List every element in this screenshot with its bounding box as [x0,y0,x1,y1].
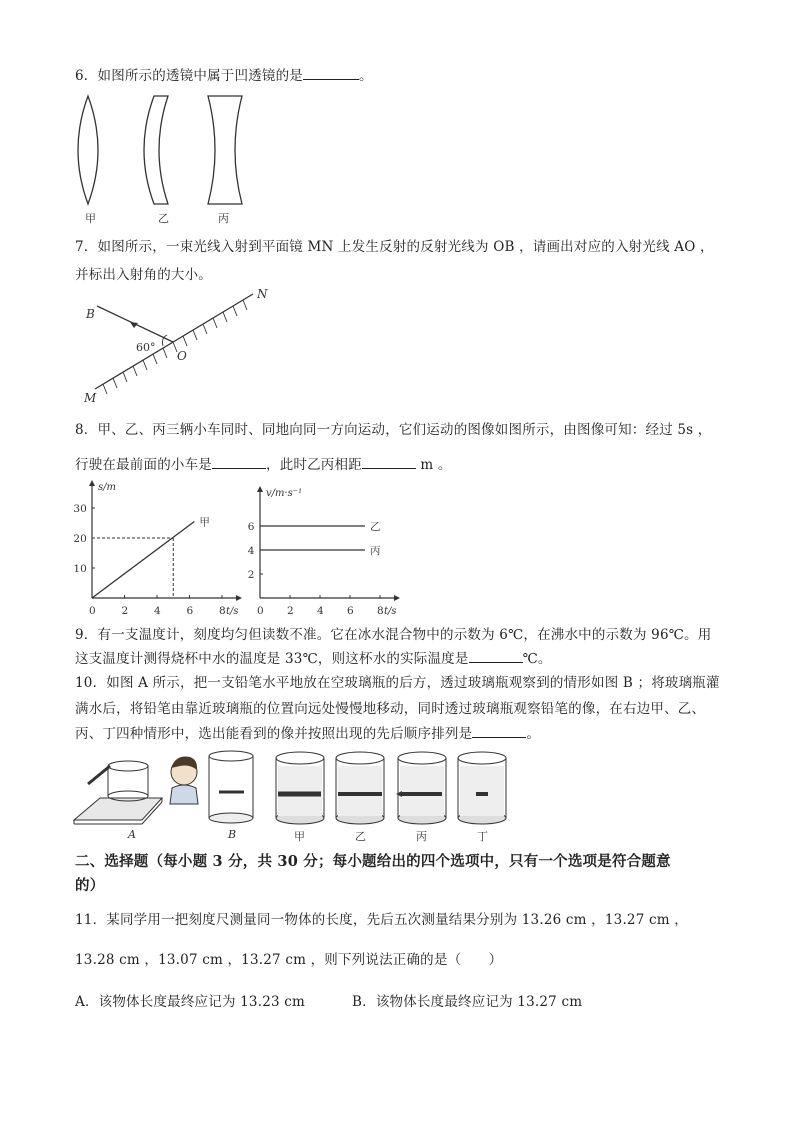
question-11-line1: 11．某同学用一把刻度尺测量同一物体的长度，先后五次测量结果分别为 13.26 cm ，13.27 cm ， [75,912,688,928]
bottle-figure [72,748,512,830]
figure-label-yi: 乙 [355,830,366,843]
y-tick-label: 30 [73,503,87,515]
question-10-line3: 丙、丁四种情形中，选出能看到的像并按照出现的先后顺序排列是 。 [75,722,540,742]
answer-blank[interactable] [472,723,526,738]
y-axis-label: s/m [98,482,116,493]
x-tick-label: 4 [317,605,324,617]
option-b[interactable]: B．该物体长度最终应记为 13.27 cm [352,994,583,1010]
x-tick-label: 6 [186,605,194,617]
question-6-text: 6．如图所示的透镜中属于凹透镜的是 [75,68,303,84]
question-8-line2: 行驶在最前面的小车是 ，此时乙丙相距 m 。 [75,453,452,473]
section-2-heading-cont: 的） [75,877,105,894]
lens-label-yi: 乙 [158,212,169,225]
convex-lens-jia [78,96,98,204]
series-label: 丙 [370,545,381,557]
point-n-label: N [257,287,268,301]
figure-b-bottle [209,751,253,823]
figure-bing-bottle [396,752,446,824]
series-label: 乙 [370,521,381,533]
figure-ding-bottle [458,752,506,824]
y-tick-label: 20 [73,533,87,545]
x-axis-arrow [394,595,400,601]
figure-label-ding: 丁 [477,830,488,843]
x-tick-label: 2 [287,605,294,617]
question-10-line1: 10．如图 A 所示，把一支铅笔水平地放在空玻璃瓶的后方，透过玻璃瓶观察到的情形如图 B ；将玻璃瓶灌 [75,675,720,691]
figure-label-b: B [228,828,237,841]
v-t-chart [238,478,408,618]
x-tick-label: 8 [377,605,384,617]
question-9-line2: 这支温度计测得烧杯中水的温度是 33℃，则这杯水的实际温度是 ℃。 [75,647,552,667]
mirror-mn [95,294,253,389]
answer-blank[interactable] [212,454,266,469]
series-line [92,522,194,599]
s-t-chart [70,478,250,618]
question-11-line2: 13.28 cm ，13.07 cm ，13.27 cm ，则下列说法正确的是（ ） [75,952,503,968]
y-axis-label: v/m·s⁻¹ [266,488,303,499]
lens-label-bing: 丙 [218,212,229,225]
figure-a [74,756,198,824]
point-b-label: B [86,307,95,321]
answer-blank[interactable] [303,65,359,80]
question-7-line2: 并标出入射角的大小。 [75,267,212,283]
angle-label: 60° [136,341,156,354]
x-tick-label: 0 [89,605,96,617]
x-tick-label: 2 [121,605,129,617]
answer-blank[interactable] [362,454,416,469]
series-label: 甲 [199,516,210,529]
lens-label-jia: 甲 [85,212,96,225]
question-8-line1: 8．甲、乙、丙三辆小车同时、同地向同一方向运动，它们运动的图像如图所示，由图像可知：经过 5s ， [75,422,712,438]
meniscus-lens-yi [144,96,168,204]
question-9-line1: 9．有一支温度计，刻度均匀但读数不准。它在冰水混合物中的示数为 6℃，在沸水中的示数为 96℃。用 [75,627,712,643]
y-tick-label: 6 [247,521,255,533]
question-7-line1: 7．如图所示，一束光线入射到平面镜 MN 上发生反射的反射光线为 OB ，请画出对应的入射光线 AO ， [75,239,714,255]
figure-yi-bottle [336,752,384,824]
x-tick-label: 6 [347,605,354,617]
x-tick-label: 4 [154,605,161,617]
mirror-figure [75,284,275,404]
y-tick-label: 2 [247,569,255,581]
figure-label-jia: 甲 [294,830,305,843]
y-axis-arrow [257,486,263,492]
option-a[interactable]: A．该物体长度最终应记为 13.23 cm [75,994,306,1010]
point-o-label: O [177,349,187,363]
x-axis-label: t/s [384,606,397,617]
figure-label-bing: 丙 [416,830,427,843]
x-tick-label: 8 [219,605,226,617]
lens-figure [70,92,270,212]
question-6: 6．如图所示的透镜中属于凹透镜的是 。 [75,64,373,84]
mirror-hatching [103,300,247,394]
figure-jia-bottle [276,752,324,824]
x-axis-label: t/s [226,606,239,617]
x-tick-label: 0 [257,605,264,617]
y-axis-arrow [89,480,95,486]
figure-label-a: A [128,828,136,841]
point-m-label: M [84,391,97,405]
concave-lens-bing [208,96,242,204]
answer-blank[interactable] [469,648,523,663]
section-2-heading: 二、选择题（每小题 3 分，共 30 分；每小题给出的四个选项中，只有一个选项是符合题意 [75,853,671,870]
question-10-line2: 满水后，将铅笔由靠近玻璃瓶的位置向远处慢慢地移动，同时透过玻璃瓶观察铅笔的像，在右边甲、乙、 [75,701,706,717]
y-tick-label: 4 [247,545,255,557]
y-tick-label: 10 [73,563,87,575]
